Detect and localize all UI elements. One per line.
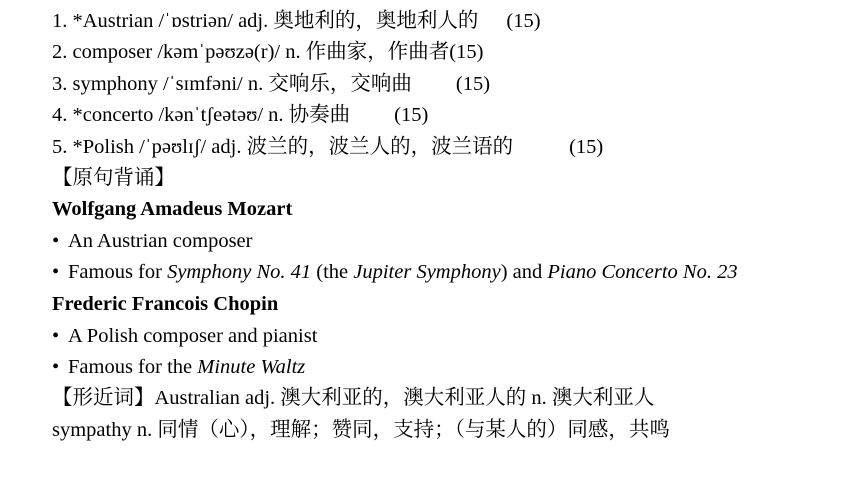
vocab-score: (15) bbox=[394, 104, 429, 127]
text-plain: Famous for bbox=[68, 261, 168, 284]
bullet-text bbox=[68, 352, 828, 383]
vocab-score: (15) bbox=[506, 10, 541, 32]
section-title: 【原句背诵】 bbox=[52, 167, 175, 190]
vocab-score: (15) bbox=[569, 135, 604, 158]
mozart-bullet-1 bbox=[52, 226, 860, 257]
vocab-text: 1. *Austrian /ˈɒstriən/ adj. 奥地利的，奥地利人的 bbox=[52, 10, 479, 32]
vocab-text: 5. *Polish /ˈpəʊlɪʃ/ adj. 波兰的，波兰人的，波兰语的 bbox=[52, 135, 514, 158]
mozart-heading: Wolfgang Amadeus Mozart bbox=[52, 198, 293, 221]
vocab-item-2 bbox=[52, 37, 860, 68]
vocab-item-4 bbox=[52, 100, 860, 131]
chopin-bullet-1 bbox=[52, 321, 860, 352]
vocab-text: 4. *concerto /kənˈtʃeətəʊ/ n. 协奏曲 bbox=[52, 104, 351, 127]
bullet-text bbox=[68, 261, 828, 283]
vocab-score: (15) bbox=[455, 72, 491, 95]
bullet-text: An Austrian composer bbox=[68, 229, 253, 252]
bullet-dot: • bbox=[52, 324, 60, 347]
mozart-bullet-2 bbox=[52, 257, 860, 289]
bullet-text: A Polish composer and pianist bbox=[68, 324, 318, 347]
work-title: Jupiter Symphony bbox=[353, 261, 501, 284]
bullet-dot: • bbox=[52, 229, 60, 252]
vocab-item-3 bbox=[52, 69, 860, 100]
text-plain: ) and bbox=[500, 261, 548, 284]
work-title: Symphony No. 41 bbox=[167, 261, 312, 284]
work-title: Minute Waltz bbox=[197, 356, 306, 379]
vocab-text: 3. symphony /ˈsɪmfəni/ n. 交响乐，交响曲 bbox=[52, 72, 412, 95]
vocab-item-1 bbox=[52, 6, 860, 37]
similar-words: 【形近词】Australian adj. 澳大利亚的，澳大利亚人的 n. 澳大利亚人 bbox=[52, 387, 655, 410]
text-plain: Famous for the bbox=[68, 356, 198, 379]
bullet-dot: • bbox=[52, 261, 60, 284]
work-title: Piano Concerto No. 23 bbox=[547, 261, 738, 284]
bullet-dot: • bbox=[52, 356, 60, 379]
chopin-heading: Frederic Francois Chopin bbox=[52, 293, 279, 316]
sympathy-entry: sympathy n. 同情（心），理解；赞同，支持；（与某人的）同感，共鸣 bbox=[52, 418, 670, 441]
vocab-item-5 bbox=[52, 132, 860, 163]
chopin-bullet-2 bbox=[52, 352, 860, 383]
vocab-text: 2. composer /kəmˈpəʊzə(r)/ n. 作曲家，作曲者(15) bbox=[52, 41, 484, 64]
text-plain: (the bbox=[311, 261, 354, 284]
